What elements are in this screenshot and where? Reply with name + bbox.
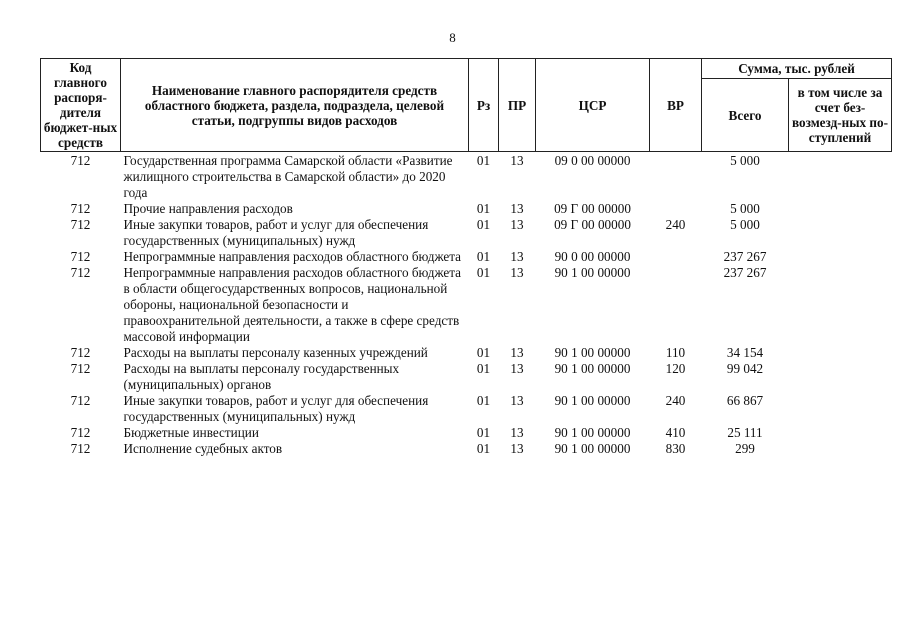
cell-free-receipts [789, 201, 892, 217]
cell-name: Непрограммные направления расходов областного бюджета [123, 249, 462, 264]
cell-code: 712 [70, 425, 91, 440]
cell-total: 99 042 [726, 361, 764, 376]
cell-total: 299 [735, 441, 755, 456]
cell-total: 5 000 [730, 201, 760, 216]
cell-rz: 01 [476, 361, 491, 376]
cell-csr: 90 1 00 00000 [554, 345, 631, 360]
header-sum: Сумма, тыс. рублей [702, 59, 892, 79]
cell-rz: 01 [476, 425, 491, 440]
cell-vr [650, 265, 702, 345]
cell-name: Непрограммные направления расходов областного бюджета в области общегосударственных вопросов, национальной обороны, национальной безопасности и правоохранительной деятельности, а также в сфере средств массовой информации [123, 265, 462, 344]
table-row [41, 152, 892, 202]
page-number: 8 [449, 30, 456, 45]
header-free-receipts: в том числе за счет без-возмезд-ных по-ступлений [789, 79, 892, 152]
cell-pr: 13 [510, 361, 524, 376]
cell-free-receipts [789, 361, 892, 393]
cell-total: 237 267 [723, 265, 767, 280]
cell-name: Иные закупки товаров, работ и услуг для обеспечения государственных (муниципальных) нужд [123, 393, 429, 424]
cell-pr: 13 [510, 217, 524, 232]
cell-free-receipts [789, 249, 892, 265]
cell-vr [650, 201, 702, 217]
table-row [41, 393, 892, 425]
cell-csr: 90 1 00 00000 [554, 441, 631, 456]
cell-pr: 13 [510, 153, 524, 168]
cell-csr: 09 0 00 00000 [554, 153, 631, 168]
header-name: Наименование главного распорядителя средств областного бюджета, раздела, подраздела, целевой статьи, подгруппы видов расходов [121, 59, 469, 152]
cell-free-receipts [789, 217, 892, 249]
cell-vr: 410 [665, 425, 686, 440]
cell-total: 237 267 [723, 249, 767, 264]
cell-pr: 13 [510, 441, 524, 456]
table-row [41, 201, 892, 217]
cell-name: Расходы на выплаты персоналу государственных (муниципальных) органов [123, 361, 400, 392]
cell-vr: 120 [665, 361, 686, 376]
cell-csr: 90 0 00 00000 [554, 249, 631, 264]
cell-name: Государственная программа Самарской области «Развитие жилищного строительства в Самарской области» до 2020 года [123, 153, 453, 200]
cell-name: Иные закупки товаров, работ и услуг для обеспечения государственных (муниципальных) нужд [123, 217, 429, 248]
cell-code: 712 [70, 217, 91, 232]
cell-code: 712 [70, 153, 91, 168]
cell-rz: 01 [476, 201, 491, 216]
cell-vr: 240 [665, 393, 686, 408]
cell-code: 712 [70, 265, 91, 280]
cell-code: 712 [70, 441, 91, 456]
cell-csr: 90 1 00 00000 [554, 393, 631, 408]
cell-code: 712 [70, 201, 91, 216]
cell-rz: 01 [476, 249, 491, 264]
cell-vr [650, 249, 702, 265]
cell-total: 66 867 [726, 393, 764, 408]
cell-total: 25 111 [727, 425, 763, 440]
table-row [41, 265, 892, 345]
cell-free-receipts [789, 425, 892, 441]
table-row [41, 361, 892, 393]
cell-csr: 09 Г 00 00000 [554, 201, 631, 216]
cell-rz: 01 [476, 153, 491, 168]
cell-vr: 110 [665, 345, 686, 360]
cell-pr: 13 [510, 201, 524, 216]
cell-free-receipts [789, 345, 892, 361]
cell-name: Бюджетные инвестиции [123, 425, 259, 440]
cell-free-receipts [789, 152, 892, 202]
cell-free-receipts [789, 441, 892, 457]
table-row [41, 249, 892, 265]
cell-free-receipts [789, 393, 892, 425]
cell-total: 34 154 [726, 345, 764, 360]
cell-total: 5 000 [730, 153, 760, 168]
cell-vr: 830 [665, 441, 686, 456]
cell-vr [650, 152, 702, 202]
table-row [41, 217, 892, 249]
cell-name: Прочие направления расходов [123, 201, 293, 216]
header-csr: ЦСР [536, 59, 650, 152]
cell-code: 712 [70, 361, 91, 376]
cell-total: 5 000 [730, 217, 760, 232]
header-rz: Рз [469, 59, 499, 152]
cell-rz: 01 [476, 217, 491, 232]
cell-pr: 13 [510, 249, 524, 264]
table-row [41, 441, 892, 457]
cell-rz: 01 [476, 345, 491, 360]
table-row [41, 425, 892, 441]
table-row [41, 345, 892, 361]
cell-rz: 01 [476, 393, 491, 408]
cell-csr: 90 1 00 00000 [554, 425, 631, 440]
cell-rz: 01 [476, 265, 491, 280]
cell-code: 712 [70, 345, 91, 360]
cell-name: Расходы на выплаты персоналу казенных учреждений [123, 345, 428, 360]
budget-table [40, 58, 892, 457]
cell-code: 712 [70, 249, 91, 264]
header-code: Код главного распоря-дителя бюджет-ных средств [41, 59, 121, 152]
header-total: Всего [702, 79, 789, 152]
cell-vr: 240 [665, 217, 686, 232]
table-body [41, 152, 892, 458]
cell-pr: 13 [510, 265, 524, 280]
cell-name: Исполнение судебных актов [123, 441, 283, 456]
cell-csr: 90 1 00 00000 [554, 361, 631, 376]
cell-pr: 13 [510, 393, 524, 408]
table-header [41, 59, 892, 152]
header-pr: ПР [499, 59, 536, 152]
cell-csr: 09 Г 00 00000 [554, 217, 631, 232]
cell-csr: 90 1 00 00000 [554, 265, 631, 280]
cell-free-receipts [789, 265, 892, 345]
cell-pr: 13 [510, 425, 524, 440]
header-vr: ВР [650, 59, 702, 152]
cell-rz: 01 [476, 441, 491, 456]
cell-pr: 13 [510, 345, 524, 360]
cell-code: 712 [70, 393, 91, 408]
